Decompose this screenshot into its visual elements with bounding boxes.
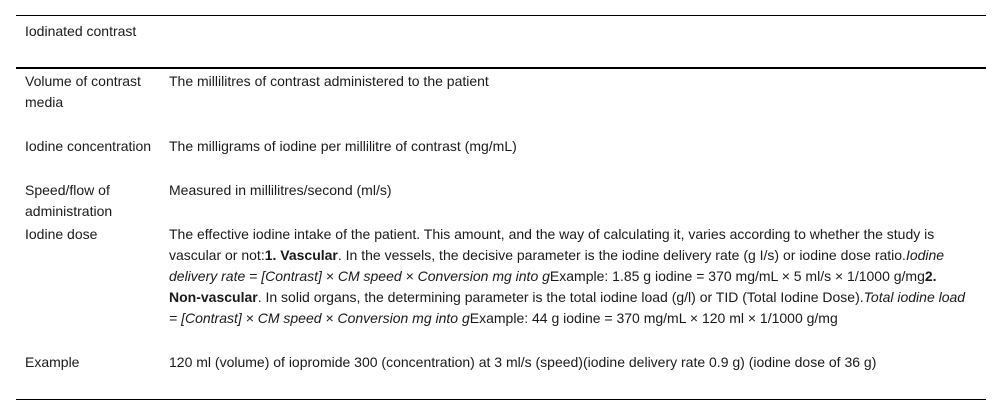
row-term: Speed/flow of administration <box>25 182 113 219</box>
non-vascular-text: . In solid organs, the determining parameter is the total iodine load (g/l) or TID (Total Iodine Dose). <box>257 289 864 305</box>
row-term: Iodine concentration <box>25 138 152 154</box>
vascular-example: Example: 1.85 g iodine = 370 mg/mL × 5 ml/s × 1/1000 g/mg <box>549 268 925 284</box>
non-vascular-formula: Total iodine load = [Contrast] × CM speed × Conversion mg into g <box>169 289 966 326</box>
row-term: Iodine dose <box>25 226 98 242</box>
row-definition-iodine-dose <box>169 224 969 329</box>
row-term: Example <box>25 354 80 370</box>
table-header-cell: Iodinated contrast <box>25 23 137 39</box>
vascular-formula: Iodine delivery rate = [Contrast] × CM speed × Conversion mg into g <box>169 247 945 284</box>
row-definition: The millilitres of contrast administered to the patient <box>169 73 489 89</box>
row-definition: The milligrams of iodine per millilitre of contrast (mg/mL) <box>169 138 517 154</box>
vascular-heading: 1. Vascular <box>264 247 338 263</box>
row-definition: Measured in millilitres/second (ml/s) <box>169 182 392 198</box>
row-term: Volume of contrast media <box>25 73 141 110</box>
non-vascular-example: Example: 44 g iodine = 370 mg/mL × 120 ml × 1/1000 g/mg <box>469 310 838 326</box>
table-header-rule <box>16 67 986 69</box>
non-vascular-heading: 2. Non-vascular <box>169 268 937 305</box>
table-bottom-rule <box>16 399 986 400</box>
table-top-rule <box>16 15 986 16</box>
row-definition: 120 ml (volume) of iopromide 300 (concentration) at 3 ml/s (speed)(iodine delivery rate 0.9 g) (iodine dose of 36 g) <box>169 354 877 370</box>
vascular-text: . In the vessels, the decisive parameter is the iodine delivery rate (g I/s) or iodine dose ratio. <box>337 247 906 263</box>
intro-text: The effective iodine intake of the patient. This amount, and the way of calculating it, varies according to whether the study is vascular or not: <box>169 226 935 263</box>
